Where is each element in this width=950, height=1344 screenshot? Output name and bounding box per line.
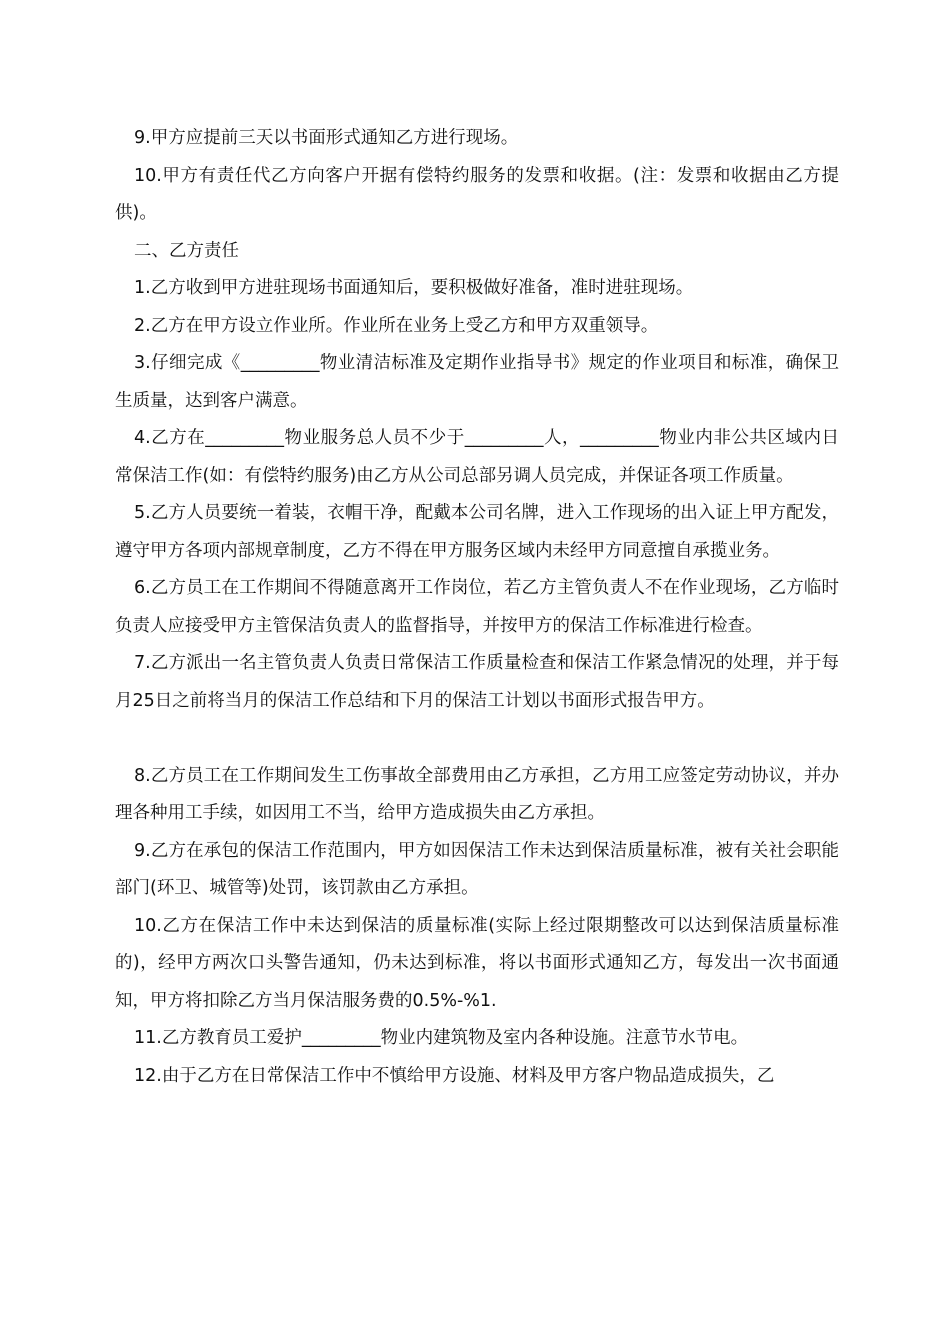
- paragraph-gap: [115, 720, 839, 758]
- section-heading-yi-responsibility: 二、乙方责任: [134, 240, 239, 261]
- clause-yi-7: 7.乙方派出一名主管负责人负责日常保洁工作质量检查和保洁工作紧急情况的处理，并于每月25日之前将当月的保洁工作总结和下月的保洁工计划以书面形式报告甲方。: [115, 653, 839, 711]
- clause-yi-9: 9.乙方在承包的保洁工作范围内，甲方如因保洁工作未达到保洁质量标准，被有关社会职能部门(环卫、城管等)处罚，该罚款由乙方承担。: [115, 840, 839, 898]
- clause-yi-8: 8.乙方员工在工作期间发生工伤事故全部费用由乙方承担，乙方用工应签定劳动协议，并办理各种用工手续，如因用工不当，给甲方造成损失由乙方承担。: [115, 765, 839, 823]
- clause-yi-4: 4.乙方在_________物业服务总人员不少于_________人，_________物业内非公共区域内日常保洁工作(如：有偿特约服务)由乙方从公司总部另调人员完成，并保证各项工作质量。: [115, 428, 839, 486]
- clause-jia-10: 10.甲方有责任代乙方向客户开据有偿特约服务的发票和收据。(注：发票和收据由乙方提供)。: [115, 165, 839, 223]
- clause-yi-10: 10.乙方在保洁工作中未达到保洁的质量标准(实际上经过限期整改可以达到保洁质量标准的)，经甲方两次口头警告通知，仍未达到标准，将以书面形式通知乙方，每发出一次书面通知，甲方将扣除乙方当月保洁服务费的0.5%-%1.: [115, 915, 839, 1011]
- clause-yi-2: 2.乙方在甲方设立作业所。作业所在业务上受乙方和甲方双重领导。: [134, 315, 659, 336]
- clause-yi-11: 11.乙方教育员工爱护_________物业内建筑物及室内各种设施。注意节水节电。: [134, 1028, 749, 1048]
- clause-yi-3: 3.仔细完成《_________物业清洁标准及定期作业指导书》规定的作业项目和标准，确保卫生质量，达到客户满意。: [115, 353, 839, 411]
- clause-yi-12: 12.由于乙方在日常保洁工作中不慎给甲方设施、材料及甲方客户物品造成损失，乙: [134, 1065, 775, 1086]
- clause-yi-5: 5.乙方人员要统一着装，衣帽干净，配戴本公司名牌，进入工作现场的出入证上甲方配发，遵守甲方各项内部规章制度，乙方不得在甲方服务区域内未经甲方同意擅自承揽业务。: [115, 503, 839, 561]
- document-body: [115, 120, 839, 1095]
- clause-jia-9: 9.甲方应提前三天以书面形式通知乙方进行现场。: [134, 128, 519, 148]
- clause-yi-1: 1.乙方收到甲方进驻现场书面通知后，要积极做好准备，准时进驻现场。: [134, 278, 694, 298]
- clause-yi-6: 6.乙方员工在工作期间不得随意离开工作岗位，若乙方主管负责人不在作业现场，乙方临时负责人应接受甲方主管保洁负责人的监督指导，并按甲方的保洁工作标准进行检查。: [115, 578, 839, 636]
